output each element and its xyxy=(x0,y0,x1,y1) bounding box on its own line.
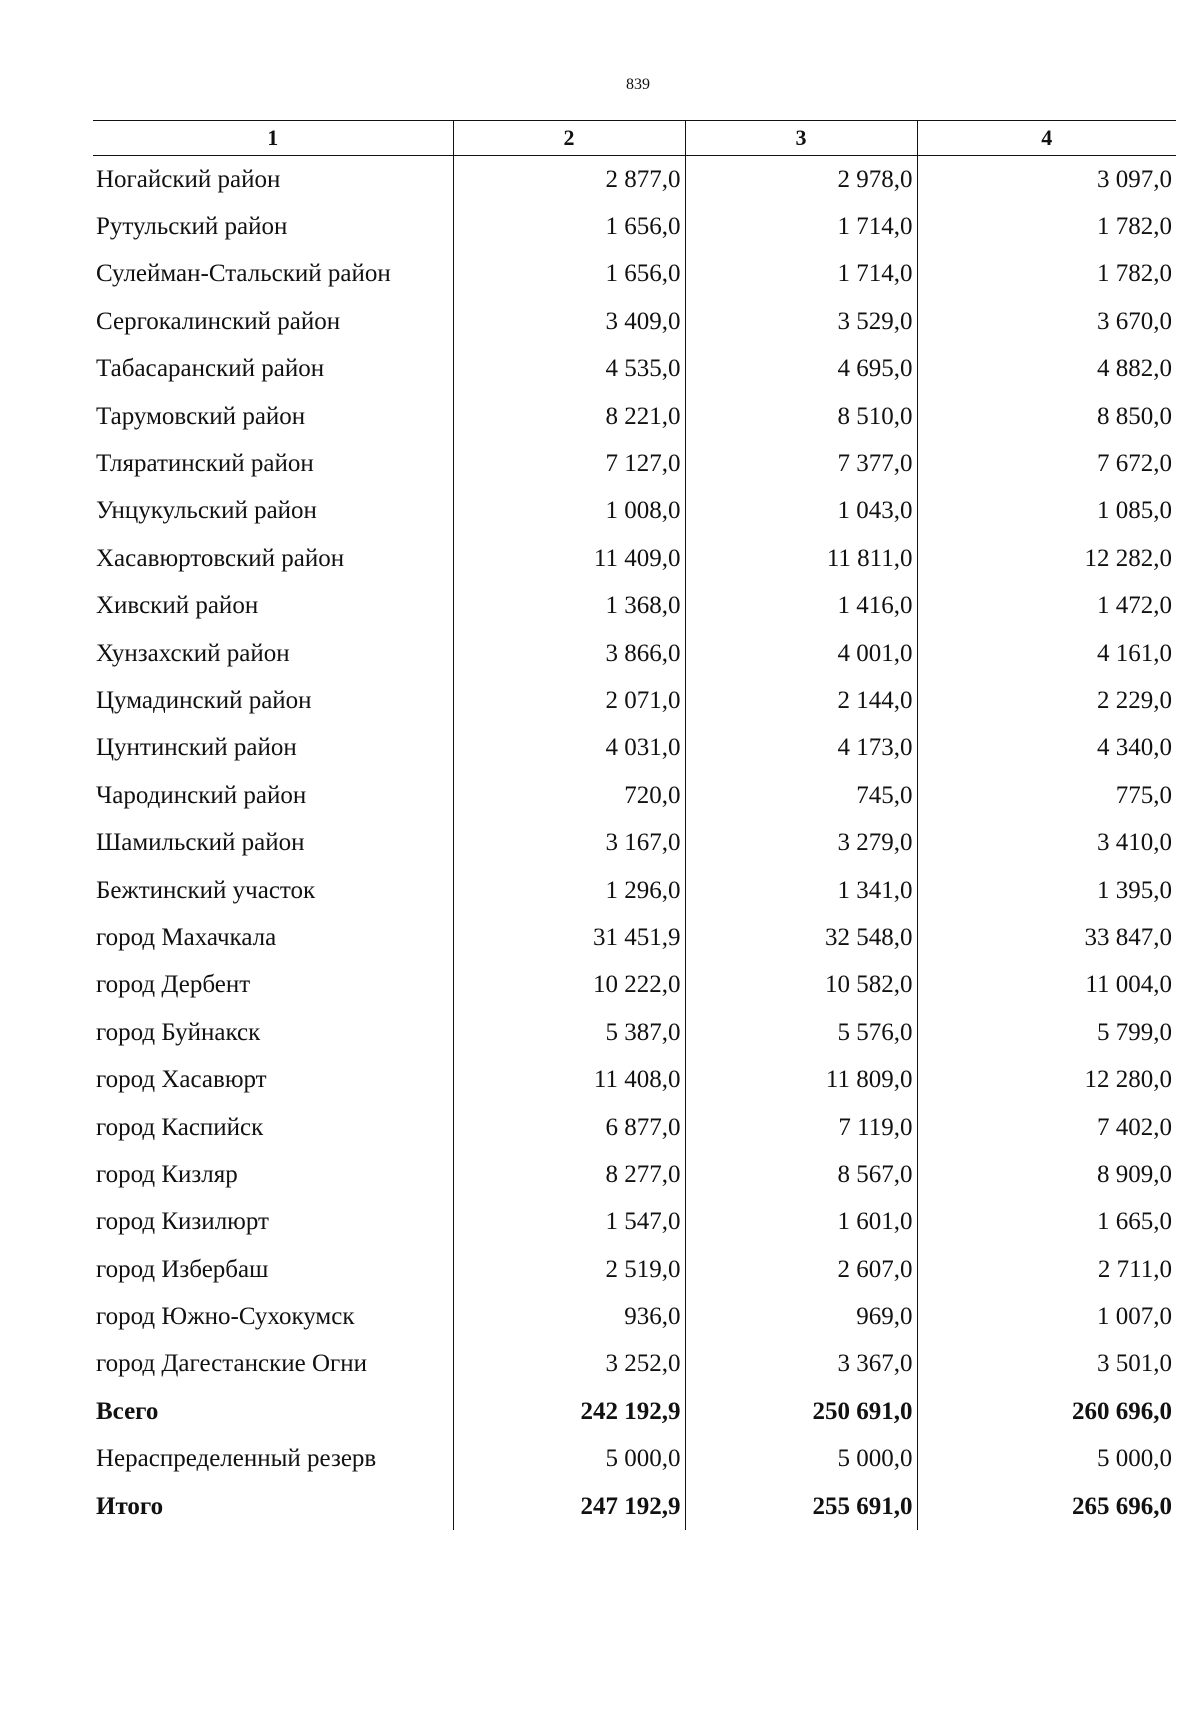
value-col-2-cell: 2 519,0 xyxy=(453,1246,685,1293)
value-col-2-cell: 3 866,0 xyxy=(453,630,685,677)
value-col-4-cell: 1 007,0 xyxy=(917,1293,1176,1340)
value-col-2-cell: 11 408,0 xyxy=(453,1056,685,1103)
value-col-3-cell: 1 341,0 xyxy=(685,867,917,914)
table-row xyxy=(93,962,1176,1009)
value-col-2-cell: 3 167,0 xyxy=(453,819,685,866)
value-col-3-cell: 250 691,0 xyxy=(685,1388,917,1435)
value-col-3-cell: 11 809,0 xyxy=(685,1056,917,1103)
value-col-2-cell: 11 409,0 xyxy=(453,535,685,582)
table-row xyxy=(93,156,1176,204)
value-col-2-cell: 936,0 xyxy=(453,1293,685,1340)
value-col-2-cell: 1 547,0 xyxy=(453,1199,685,1246)
row-name-cell: Цунтинский район xyxy=(96,734,297,762)
value-col-4-cell: 4 340,0 xyxy=(917,725,1176,772)
value-col-4-cell: 2 229,0 xyxy=(917,677,1176,724)
value-col-3-cell: 1 714,0 xyxy=(685,251,917,298)
row-name-cell: Хасавюртовский район xyxy=(96,544,345,572)
row-name-cell: Сулейман-Стальский район xyxy=(96,260,391,288)
value-col-4-cell: 1 782,0 xyxy=(917,203,1176,250)
value-col-2-cell: 6 877,0 xyxy=(453,1104,685,1151)
value-col-2-cell: 4 535,0 xyxy=(453,346,685,393)
row-name-cell: Сергокалинский район xyxy=(96,307,341,335)
table-row xyxy=(93,440,1176,487)
value-col-4-cell: 12 282,0 xyxy=(917,535,1176,582)
table-row xyxy=(93,488,1176,535)
value-col-2-cell: 247 192,9 xyxy=(453,1483,685,1530)
row-name-cell: Хунзахский район xyxy=(96,639,290,667)
value-col-3-cell: 5 000,0 xyxy=(685,1436,917,1483)
table-row xyxy=(93,393,1176,440)
value-col-4-cell: 260 696,0 xyxy=(917,1388,1176,1435)
table-row xyxy=(93,346,1176,393)
value-col-3-cell: 255 691,0 xyxy=(685,1483,917,1530)
budget-table xyxy=(93,120,1176,1530)
value-col-3-cell: 7 119,0 xyxy=(685,1104,917,1151)
value-col-3-cell: 969,0 xyxy=(685,1293,917,1340)
row-name-cell: город Дербент xyxy=(96,971,251,999)
row-name-cell: Итого xyxy=(96,1492,164,1520)
row-name-cell: Тарумовский район xyxy=(96,402,306,430)
value-col-3-cell: 1 601,0 xyxy=(685,1199,917,1246)
value-col-3-cell: 2 607,0 xyxy=(685,1246,917,1293)
value-col-3-cell: 8 510,0 xyxy=(685,393,917,440)
row-name-cell: Табасаранский район xyxy=(96,355,325,383)
value-col-4-cell: 3 097,0 xyxy=(917,156,1176,204)
value-col-3-cell: 8 567,0 xyxy=(685,1151,917,1198)
value-col-4-cell: 8 850,0 xyxy=(917,393,1176,440)
table-row xyxy=(93,819,1176,866)
value-col-4-cell: 7 402,0 xyxy=(917,1104,1176,1151)
value-col-2-cell: 8 221,0 xyxy=(453,393,685,440)
column-header-2: 2 xyxy=(453,121,685,156)
row-name-cell: город Избербаш xyxy=(96,1255,269,1283)
row-name-cell: Цумадинский район xyxy=(96,686,312,714)
table-row xyxy=(93,772,1176,819)
value-col-3-cell: 1 043,0 xyxy=(685,488,917,535)
value-col-2-cell: 2 071,0 xyxy=(453,677,685,724)
page-number: 839 xyxy=(626,76,650,93)
table-body xyxy=(93,156,1176,1531)
table-row xyxy=(93,867,1176,914)
row-name-cell: Унцукульский район xyxy=(96,497,317,525)
value-col-4-cell: 1 472,0 xyxy=(917,583,1176,630)
value-col-2-cell: 1 368,0 xyxy=(453,583,685,630)
value-col-3-cell: 11 811,0 xyxy=(685,535,917,582)
row-name-cell: Шамильский район xyxy=(96,829,305,857)
value-col-4-cell: 7 672,0 xyxy=(917,440,1176,487)
value-col-2-cell: 5 387,0 xyxy=(453,1009,685,1056)
column-header-1: 1 xyxy=(93,121,453,156)
value-col-2-cell: 1 656,0 xyxy=(453,251,685,298)
row-name-cell: город Махачкала xyxy=(96,923,277,951)
row-name-cell: Чародинский район xyxy=(96,781,307,809)
value-col-2-cell: 7 127,0 xyxy=(453,440,685,487)
column-header-4: 4 xyxy=(917,121,1176,156)
row-name-cell: Рутульский район xyxy=(96,213,288,241)
row-name-cell: город Южно-Сухокумск xyxy=(96,1303,355,1331)
row-name-cell: город Каспийск xyxy=(96,1113,264,1141)
value-col-3-cell: 4 695,0 xyxy=(685,346,917,393)
value-col-2-cell: 8 277,0 xyxy=(453,1151,685,1198)
value-col-4-cell: 1 782,0 xyxy=(917,251,1176,298)
value-col-4-cell: 3 501,0 xyxy=(917,1341,1176,1388)
table-row xyxy=(93,1009,1176,1056)
row-name-cell: город Кизляр xyxy=(96,1160,238,1188)
value-col-4-cell: 1 085,0 xyxy=(917,488,1176,535)
value-col-4-cell: 8 909,0 xyxy=(917,1151,1176,1198)
table-row xyxy=(93,298,1176,345)
value-col-3-cell: 5 576,0 xyxy=(685,1009,917,1056)
value-col-3-cell: 3 367,0 xyxy=(685,1341,917,1388)
table-row xyxy=(93,1151,1176,1198)
table-row xyxy=(93,1293,1176,1340)
value-col-3-cell: 1 416,0 xyxy=(685,583,917,630)
value-col-3-cell: 1 714,0 xyxy=(685,203,917,250)
value-col-4-cell: 1 395,0 xyxy=(917,867,1176,914)
value-col-2-cell: 1 296,0 xyxy=(453,867,685,914)
value-col-2-cell: 3 252,0 xyxy=(453,1341,685,1388)
value-col-3-cell: 745,0 xyxy=(685,772,917,819)
row-name-cell: Хивский район xyxy=(96,592,259,620)
table-row xyxy=(93,914,1176,961)
table-row xyxy=(93,583,1176,630)
value-col-4-cell: 4 161,0 xyxy=(917,630,1176,677)
table-header-row xyxy=(93,121,1176,156)
table-row xyxy=(93,1388,1176,1435)
row-name-cell: Ногайский район xyxy=(96,165,281,193)
row-name-cell: Всего xyxy=(96,1397,159,1425)
row-name-cell: город Буйнакск xyxy=(96,1018,261,1046)
table-row xyxy=(93,1341,1176,1388)
value-col-4-cell: 33 847,0 xyxy=(917,914,1176,961)
table-row xyxy=(93,535,1176,582)
value-col-2-cell: 4 031,0 xyxy=(453,725,685,772)
table-row xyxy=(93,725,1176,772)
table-row xyxy=(93,1056,1176,1103)
value-col-4-cell: 775,0 xyxy=(917,772,1176,819)
value-col-2-cell: 242 192,9 xyxy=(453,1388,685,1435)
value-col-4-cell: 5 799,0 xyxy=(917,1009,1176,1056)
value-col-3-cell: 7 377,0 xyxy=(685,440,917,487)
table-row xyxy=(93,630,1176,677)
value-col-2-cell: 2 877,0 xyxy=(453,156,685,204)
value-col-4-cell: 11 004,0 xyxy=(917,962,1176,1009)
value-col-4-cell: 2 711,0 xyxy=(917,1246,1176,1293)
table-row xyxy=(93,1483,1176,1530)
value-col-4-cell: 3 670,0 xyxy=(917,298,1176,345)
value-col-3-cell: 4 173,0 xyxy=(685,725,917,772)
table-row xyxy=(93,677,1176,724)
value-col-2-cell: 31 451,9 xyxy=(453,914,685,961)
table-row xyxy=(93,203,1176,250)
value-col-4-cell: 4 882,0 xyxy=(917,346,1176,393)
value-col-3-cell: 2 978,0 xyxy=(685,156,917,204)
value-col-2-cell: 5 000,0 xyxy=(453,1436,685,1483)
row-name-cell: Тляратинский район xyxy=(96,450,314,478)
value-col-4-cell: 1 665,0 xyxy=(917,1199,1176,1246)
row-name-cell: город Кизилюрт xyxy=(96,1208,269,1236)
value-col-3-cell: 2 144,0 xyxy=(685,677,917,724)
value-col-4-cell: 12 280,0 xyxy=(917,1056,1176,1103)
value-col-2-cell: 10 222,0 xyxy=(453,962,685,1009)
value-col-4-cell: 3 410,0 xyxy=(917,819,1176,866)
value-col-4-cell: 265 696,0 xyxy=(917,1483,1176,1530)
value-col-3-cell: 32 548,0 xyxy=(685,914,917,961)
value-col-2-cell: 1 008,0 xyxy=(453,488,685,535)
table-row xyxy=(93,1104,1176,1151)
table-row xyxy=(93,1246,1176,1293)
value-col-3-cell: 4 001,0 xyxy=(685,630,917,677)
value-col-3-cell: 3 529,0 xyxy=(685,298,917,345)
value-col-2-cell: 720,0 xyxy=(453,772,685,819)
table-row xyxy=(93,1199,1176,1246)
table-row xyxy=(93,251,1176,298)
row-name-cell: город Хасавюрт xyxy=(96,1066,267,1094)
row-name-cell: город Дагестанские Огни xyxy=(96,1350,368,1378)
value-col-4-cell: 5 000,0 xyxy=(917,1436,1176,1483)
table-row xyxy=(93,1436,1176,1483)
value-col-2-cell: 3 409,0 xyxy=(453,298,685,345)
row-name-cell: Нераспределенный резерв xyxy=(96,1445,377,1473)
column-header-3: 3 xyxy=(685,121,917,156)
value-col-2-cell: 1 656,0 xyxy=(453,203,685,250)
row-name-cell: Бежтинский участок xyxy=(96,876,316,904)
value-col-3-cell: 3 279,0 xyxy=(685,819,917,866)
value-col-3-cell: 10 582,0 xyxy=(685,962,917,1009)
